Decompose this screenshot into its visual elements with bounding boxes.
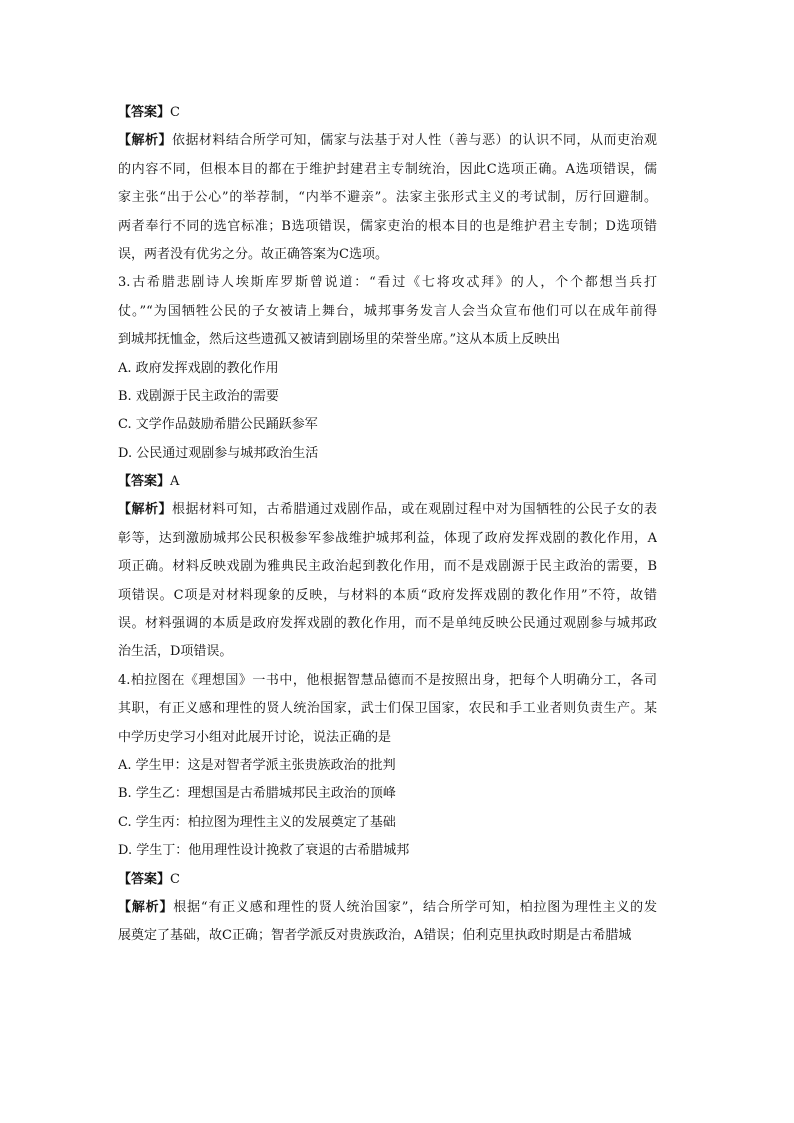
line-text: 其职，有正义感和理性的贤人统治国家，武士们保卫国家，农民和手工业者则负责生产。某	[118, 701, 657, 717]
text-line	[118, 213, 657, 241]
line-text: 彰等，达到激励城邦公民积极参军参战维护城邦利益，体现了政府发挥戏剧的教化作用，A	[118, 530, 657, 546]
text-line	[118, 667, 657, 695]
line-text: 误。材料强调的本质是政府发挥戏剧的教化作用，而不是单纯反映公民通过观剧参与城邦政	[118, 616, 657, 632]
text-line	[118, 780, 657, 808]
text-line	[118, 383, 657, 411]
text-line	[118, 496, 657, 524]
text-line	[118, 525, 657, 553]
line-text: 到城邦抚恤金，然后这些遗孤又被请到剧场里的荣誉坐席。”这从本质上反映出	[118, 332, 561, 348]
text-line	[118, 411, 657, 439]
line-text: A	[170, 474, 180, 490]
line-text: 两者奉行不同的选官标准；B选项错误，儒家吏治的根本目的也是维护君主专制；D选项错	[118, 218, 657, 234]
line-text: 依据材料结合所学可知，儒家与法基于对人性（善与恶）的认识不同，从而吏治观	[171, 133, 657, 149]
section-label: 【解析】	[118, 899, 174, 915]
line-text: 治生活，D项错误。	[118, 644, 233, 660]
line-text: C. 文学作品鼓励希腊公民踊跃参军	[118, 417, 318, 433]
line-text: C	[170, 871, 180, 887]
text-line	[118, 553, 657, 581]
text-line	[118, 156, 657, 184]
text-line	[118, 638, 657, 666]
text-line	[118, 724, 657, 752]
text-line	[118, 440, 657, 468]
line-text: 中学历史学习小组对此展开讨论，说法正确的是	[118, 729, 392, 745]
line-text: 的内容不同，但根本目的都在于维护封建君主专制统治，因此C选项正确。A选项错误，儒	[118, 161, 657, 177]
line-text: 3.古希腊悲剧诗人埃斯库罗斯曾说道：“看过《七将攻忒拜》的人，个个都想当兵打	[118, 275, 657, 291]
line-text: 根据材料可知，古希腊通过戏剧作品，或在观剧过程中对为国牺牲的公民子女的表	[171, 502, 657, 518]
line-text: 根据“有正义感和理性的贤人统治国家”，结合所学可知，柏拉图为理性主义的发	[173, 899, 657, 915]
line-text: C. 学生丙：柏拉图为理性主义的发展奠定了基础	[118, 814, 396, 830]
text-line	[118, 582, 657, 610]
line-text: C	[170, 105, 180, 120]
line-text: 4.柏拉图在《理想国》一书中，他根据智慧品德而不是按照出身，把每个人明确分工，各司	[118, 672, 657, 688]
text-line	[118, 752, 657, 780]
text-line	[118, 355, 657, 383]
line-text: 误，两者没有优劣之分。故正确答案为C选项。	[118, 246, 388, 262]
line-text: 仗。”“为国牺牲公民的子女被请上舞台，城邦事务发言人会当众宣布他们可以在成年前得	[118, 303, 657, 319]
text-line	[118, 99, 657, 127]
section-label: 【答案】	[118, 871, 171, 887]
text-line	[118, 610, 657, 638]
line-text: 展奠定了基础，故C正确；智者学派反对贵族政治，A错误；伯利克里执政时期是古希腊城	[118, 928, 632, 944]
text-line	[118, 866, 657, 894]
line-text: A. 学生甲：这是对智者学派主张贵族政治的批判	[118, 757, 396, 773]
line-text: D. 公民通过观剧参与城邦政治生活	[118, 445, 319, 461]
section-label: 【解析】	[118, 502, 172, 518]
line-text: 家主张“出于公心”的举荐制，“内举不避亲”。法家主张形式主义的考试制，厉行回避制。	[118, 190, 657, 206]
section-label: 【答案】	[118, 105, 171, 120]
line-text: 项正确。材料反映戏剧为雅典民主政治起到教化作用，而不是戏剧源于民主政治的需要，B	[118, 559, 657, 575]
text-line	[118, 809, 657, 837]
text-line	[118, 922, 657, 950]
text-line	[118, 298, 657, 326]
section-label: 【解析】	[118, 133, 172, 149]
text-line	[118, 468, 657, 496]
line-text: 项错误。C项是对材料现象的反映，与材料的本质“政府发挥戏剧的教化作用”不符，故错	[118, 587, 657, 603]
text-line	[118, 269, 657, 297]
text-line	[118, 894, 657, 922]
section-label: 【答案】	[118, 474, 171, 490]
line-text: B. 学生乙：理想国是古希腊城邦民主政治的顶峰	[118, 786, 396, 802]
line-text: B. 戏剧源于民主政治的需要	[118, 388, 279, 404]
text-line	[118, 241, 657, 269]
line-text: A. 政府发挥戏剧的教化作用	[118, 360, 279, 376]
text-line	[118, 326, 657, 354]
text-line	[118, 837, 657, 865]
text-line	[118, 695, 657, 723]
line-text: D. 学生丁：他用理性设计挽救了衰退的古希腊城邦	[118, 843, 410, 859]
text-line	[118, 127, 657, 155]
text-line	[118, 184, 657, 212]
